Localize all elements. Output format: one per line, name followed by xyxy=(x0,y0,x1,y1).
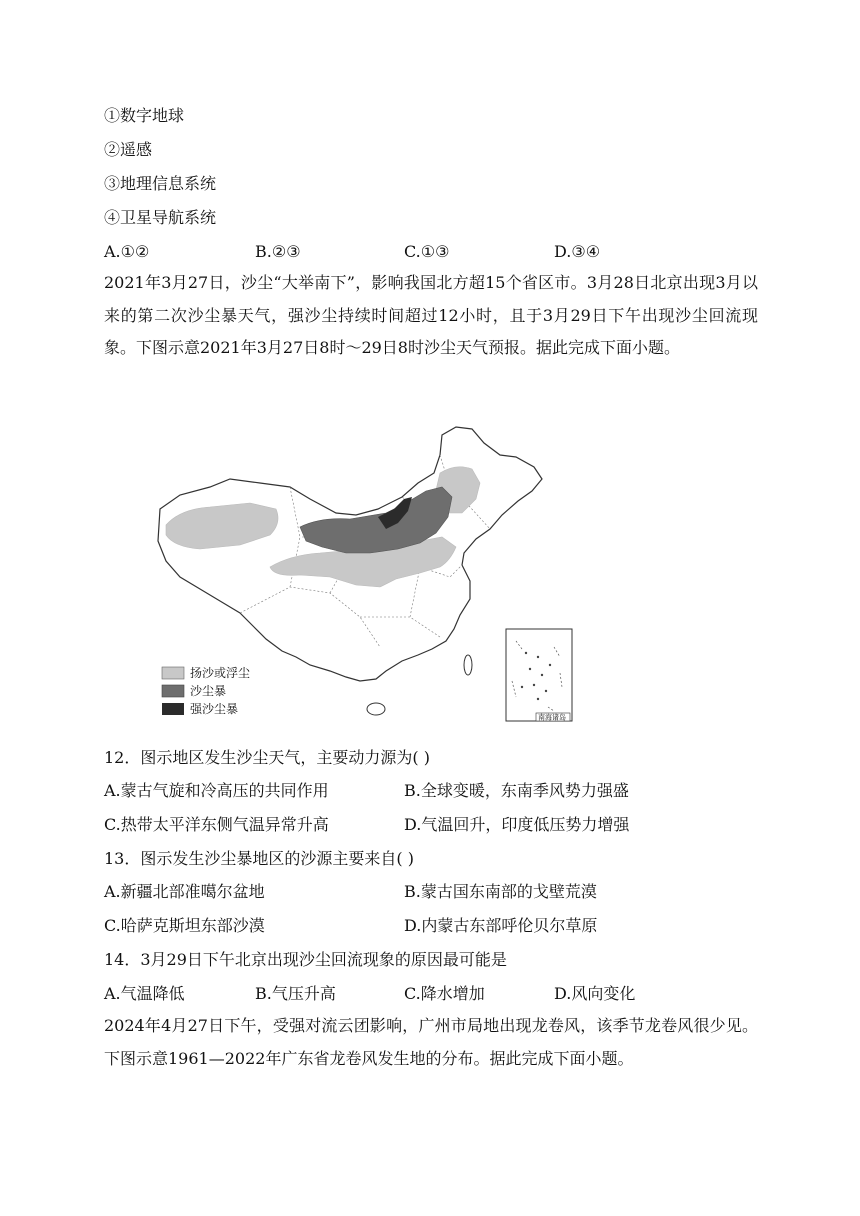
south-china-sea-inset xyxy=(506,629,572,722)
intro-paragraph-tornado: 2024年4月27日下午，受强对流云团影响，广州市局地出现龙卷风，该季节龙卷风很少见。下图示意1961—2022年广东省龙卷风发生地的分布。据此完成下面小题。 xyxy=(104,1016,758,1068)
q14-option-c: C.降水增加 xyxy=(404,984,485,1003)
question-14-stem: 14．3月29日下午北京出现沙尘回流现象的原因最可能是 xyxy=(104,950,507,969)
intro-paragraph-dust: 2021年3月27日，沙尘“大举南下”，影响我国北方超15个省区市。3月28日北京出现3月以来的第二次沙尘暴天气，强沙尘持续时间超过12小时，且于3月29日下午出现沙尘回流现象。下图示意2021年3月27日8时～29日8时沙尘天气预报。据此完成下面小题。 xyxy=(104,273,758,357)
inset-label: 南海诸岛 xyxy=(538,713,566,722)
q12-option-b: B.全球变暖，东南季风势力强盛 xyxy=(404,781,629,800)
q11-option-b: B.②③ xyxy=(255,242,301,261)
choice-4: ④卫星导航系统 xyxy=(104,208,217,227)
q13-option-d: D.内蒙古东部呼伦贝尔草原 xyxy=(404,916,598,935)
choice-2: ②遥感 xyxy=(104,140,153,159)
taiwan-island xyxy=(464,655,472,675)
legend-label-blowing-dust: 扬沙或浮尘 xyxy=(190,666,251,680)
q11-option-a: A.①② xyxy=(104,242,150,261)
q14-option-b: B.气压升高 xyxy=(255,984,336,1003)
q11-option-d: D.③④ xyxy=(554,242,601,261)
q13-option-a: A.新疆北部准噶尔盆地 xyxy=(104,882,265,901)
q14-option-d: D.风向变化 xyxy=(554,984,636,1003)
choice-1: ①数字地球 xyxy=(104,106,185,125)
q12-option-d: D.气温回升，印度低压势力增强 xyxy=(404,815,630,834)
choice-3: ③地理信息系统 xyxy=(104,174,217,193)
legend-label-dust-storm: 沙尘暴 xyxy=(190,684,227,698)
q12-option-c: C.热带太平洋东侧气温异常升高 xyxy=(104,815,329,834)
dust-forecast-map xyxy=(150,417,580,729)
q13-option-b: B.蒙古国东南部的戈壁荒漠 xyxy=(404,882,597,901)
question-13-stem: 13．图示发生沙尘暴地区的沙源主要来自( ) xyxy=(104,849,414,868)
q14-option-a: A.气温降低 xyxy=(104,984,185,1003)
q11-option-c: C.①③ xyxy=(404,242,450,261)
q12-option-a: A.蒙古气旋和冷高压的共同作用 xyxy=(104,781,329,800)
hainan-island xyxy=(367,703,385,715)
q13-option-c: C.哈萨克斯坦东部沙漠 xyxy=(104,916,265,935)
question-12-stem: 12．图示地区发生沙尘天气，主要动力源为( ) xyxy=(104,748,430,767)
legend-label-severe-dust-storm: 强沙尘暴 xyxy=(190,702,239,716)
